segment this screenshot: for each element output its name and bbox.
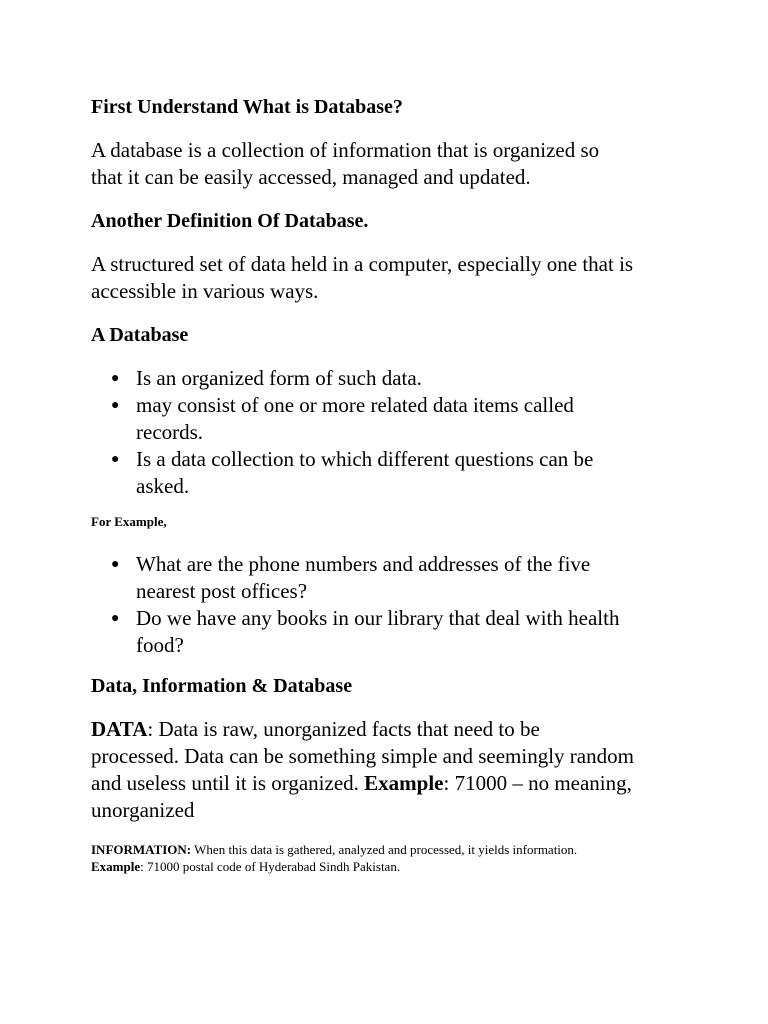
database-bullet-list xyxy=(91,365,678,500)
definition-line-2: that it can be easily accessed, managed and updated. xyxy=(91,165,531,189)
data-line-2: processed. Data can be something simple and seemingly random xyxy=(91,744,634,768)
information-example-text: : 71000 postal code of Hyderabad Sindh Pakistan. xyxy=(140,859,401,874)
example-bullet-list xyxy=(91,551,678,659)
information-line-2 xyxy=(91,858,678,875)
information-label: INFORMATION: xyxy=(91,842,192,857)
data-line-1-text: : Data is raw, unorganized facts that need to be xyxy=(147,717,540,741)
list-item-line-1: Is a data collection to which different questions can be xyxy=(136,447,594,471)
bullet-icon: ● xyxy=(111,371,120,386)
list-item xyxy=(91,392,678,446)
list-item-line-1: Is an organized form of such data. xyxy=(136,366,422,390)
data-label: DATA xyxy=(91,717,148,741)
heading-for-example: For Example, xyxy=(91,514,167,529)
heading-what-is-database: First Understand What is Database? xyxy=(91,96,403,118)
another-definition-line-2: accessible in various ways. xyxy=(91,279,319,303)
list-item xyxy=(91,551,678,605)
information-paragraph xyxy=(91,841,678,875)
list-item-line-1: What are the phone numbers and addresses of the five xyxy=(136,552,591,576)
list-item xyxy=(91,446,678,500)
list-item-line-2: food? xyxy=(136,633,184,657)
list-item-line-2: nearest post offices? xyxy=(136,579,308,603)
list-item-line-1: may consist of one or more related data items called xyxy=(136,393,574,417)
bullet-icon: ● xyxy=(111,611,120,626)
example-label: Example xyxy=(364,771,444,795)
bullet-icon: ● xyxy=(111,398,120,413)
definition-line-1: A database is a collection of information that is organized so xyxy=(91,138,600,162)
another-definition-line-1: A structured set of data held in a computer, especially one that is xyxy=(91,252,634,276)
list-item-line-2: records. xyxy=(136,420,204,444)
heading-data-information-database: Data, Information & Database xyxy=(91,675,353,697)
bullet-icon: ● xyxy=(111,452,120,467)
list-item-line-2: asked. xyxy=(136,474,190,498)
data-line-3-start: and useless until it is organized. xyxy=(91,771,365,795)
information-line-1 xyxy=(91,841,678,858)
information-text: When this data is gathered, analyzed and processed, it yields information. xyxy=(191,842,578,857)
data-line-1 xyxy=(91,716,678,743)
bullet-icon: ● xyxy=(111,557,120,572)
list-item xyxy=(91,365,678,392)
data-line-3 xyxy=(91,770,678,797)
list-item xyxy=(91,605,678,659)
data-line-3-rest: : 71000 – no meaning, xyxy=(443,771,632,795)
data-paragraph xyxy=(91,716,678,824)
information-example-label: Example xyxy=(91,859,141,874)
list-item-line-1: Do we have any books in our library that deal with health xyxy=(136,606,620,630)
definition-paragraph xyxy=(91,137,678,191)
heading-a-database: A Database xyxy=(91,324,189,346)
data-line-4: unorganized xyxy=(91,798,195,822)
heading-another-definition: Another Definition Of Database. xyxy=(91,210,369,232)
another-definition-paragraph xyxy=(91,251,678,305)
